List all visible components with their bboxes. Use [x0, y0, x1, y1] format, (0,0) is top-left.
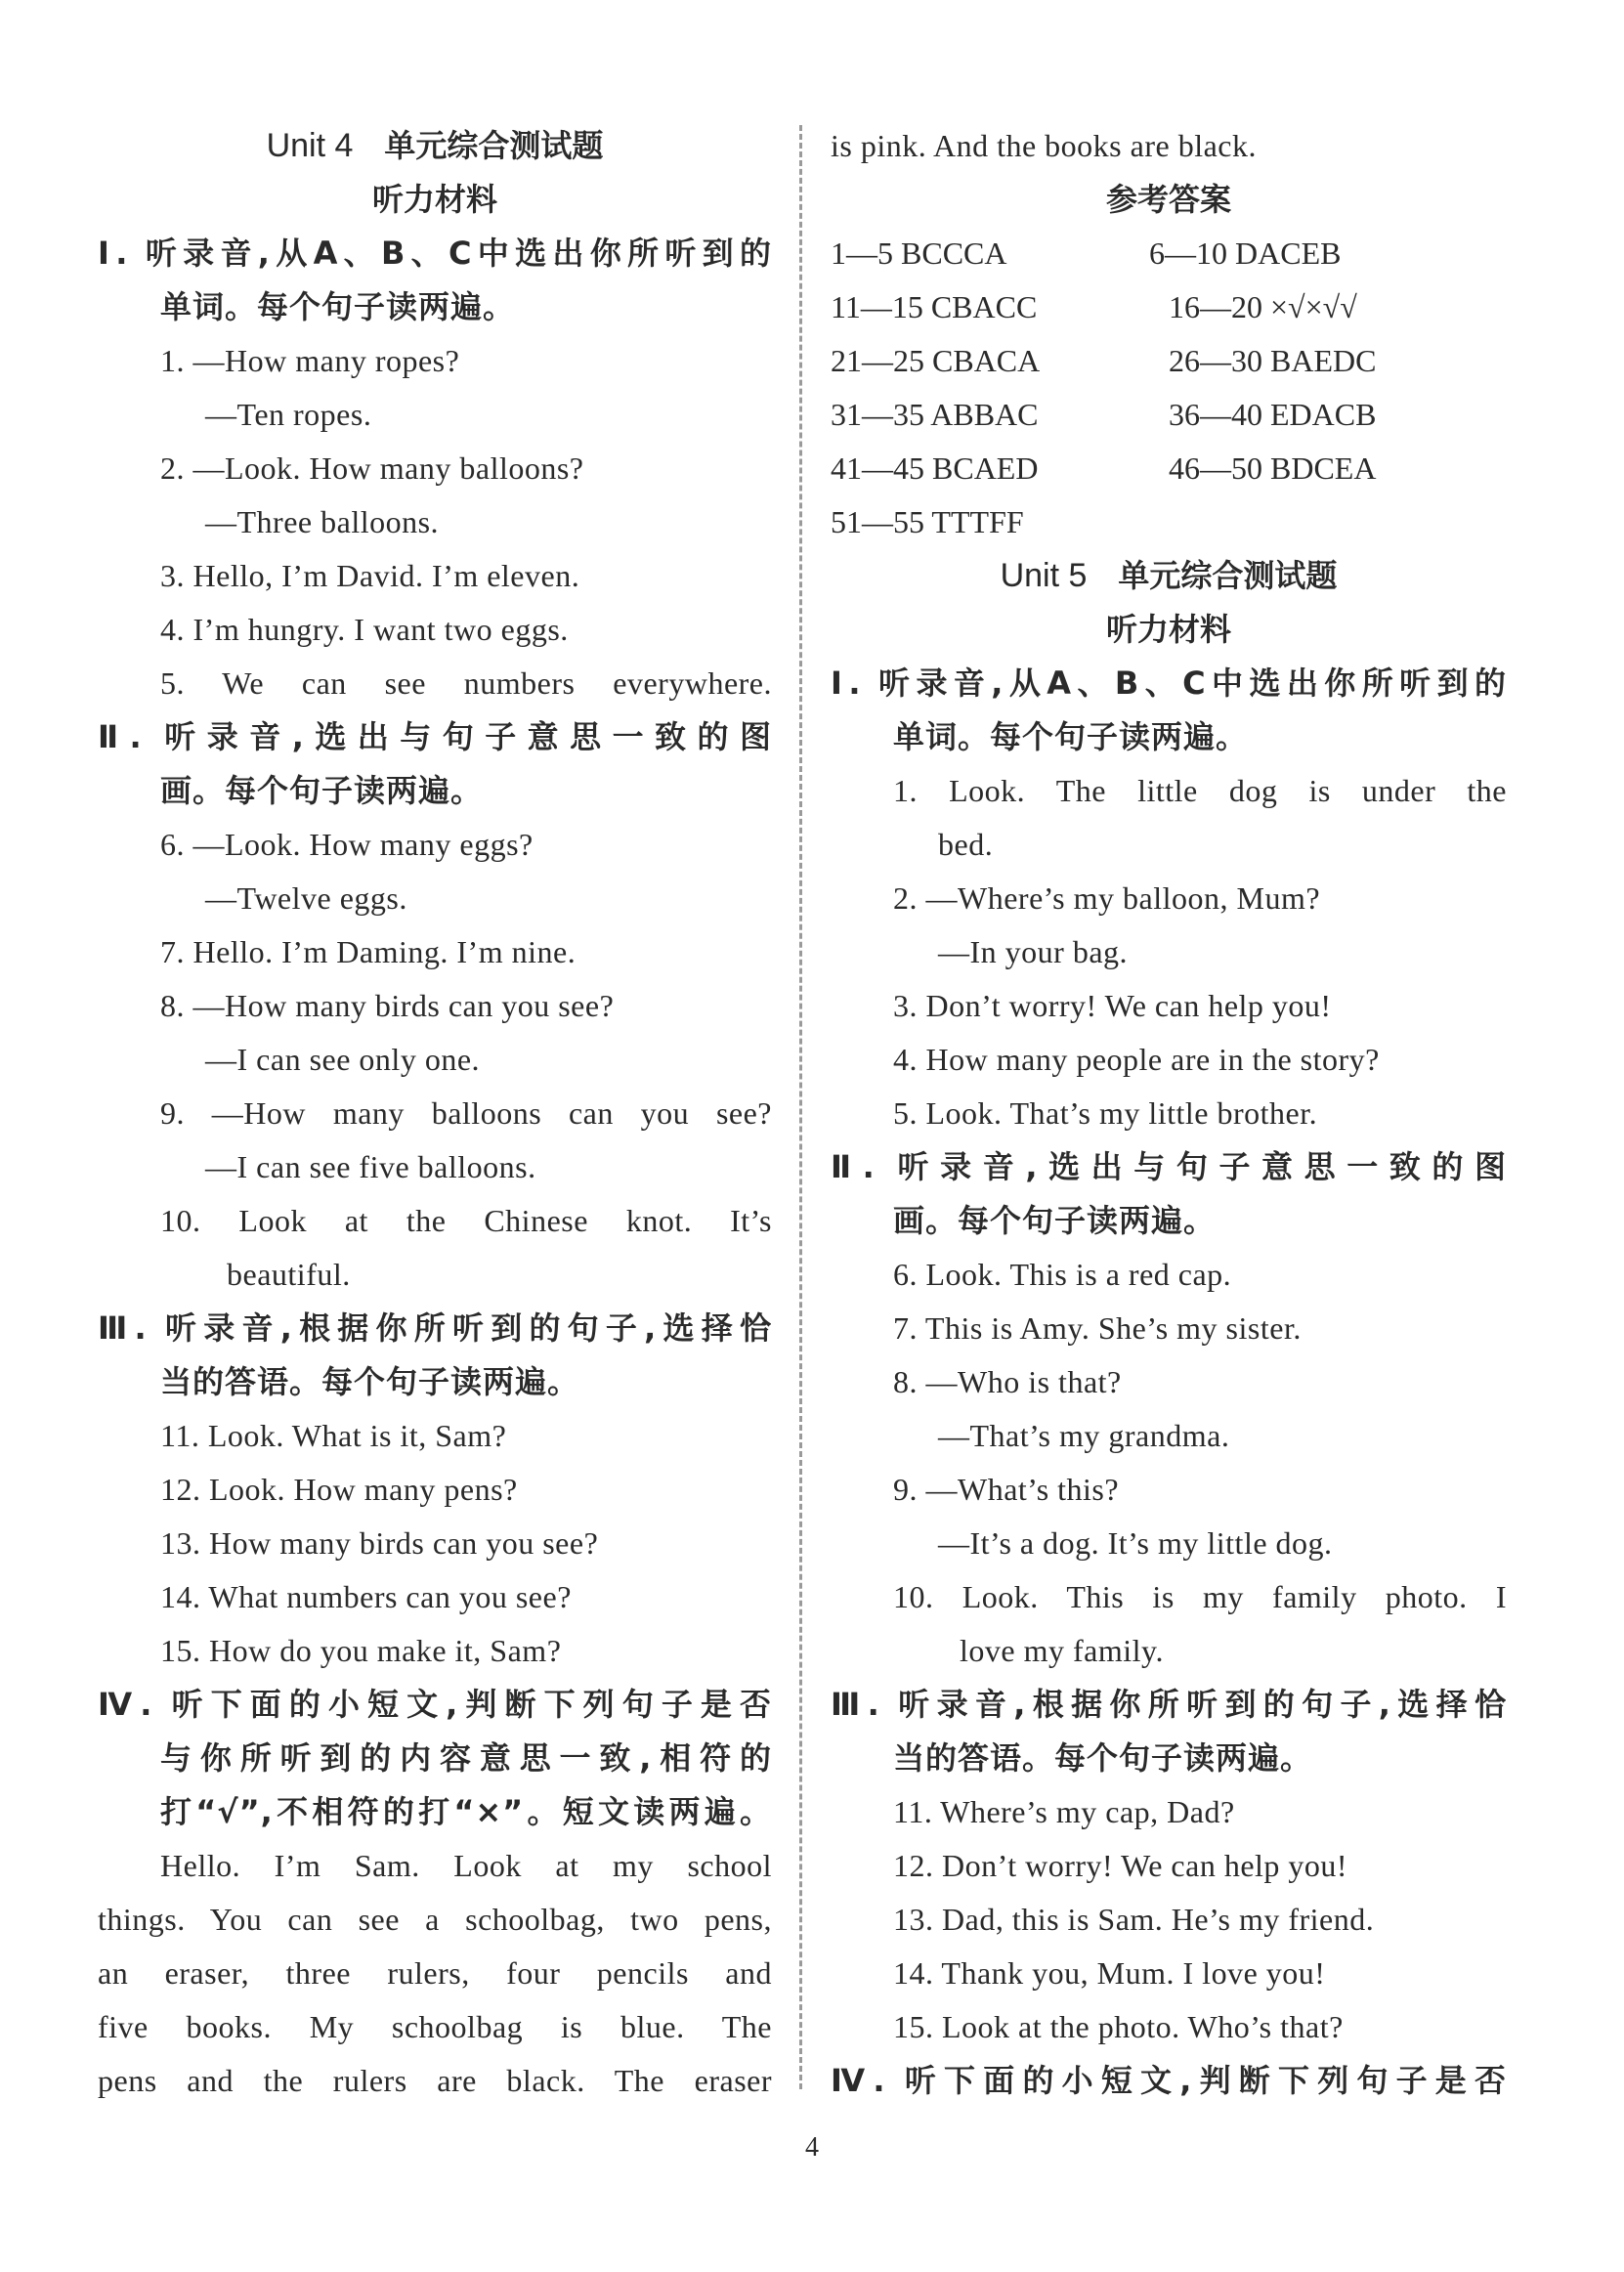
listening-item-reply: —Twelve eggs.: [205, 880, 407, 916]
listening-item: 6. —Look. How many eggs?: [160, 827, 534, 862]
listening-item: 5. We can see numbers everywhere.: [160, 665, 772, 701]
answer-row: [831, 334, 1507, 388]
listening-item: 9. —How many balloons can you see?: [160, 1095, 772, 1131]
answer-group: 16—20 ×√×√√: [1169, 289, 1357, 324]
exercise-instruction: Ⅱ. 听录音,选出与句子意思一致的图: [98, 718, 772, 755]
answer-row: [831, 442, 1507, 495]
column-divider: [799, 125, 802, 2089]
listening-item: 6. Look. This is a red cap.: [893, 1257, 1232, 1292]
listening-item: 1. —How many ropes?: [160, 343, 460, 378]
listening-item: 13. How many birds can you see?: [160, 1525, 599, 1561]
answer-group: 46—50 BDCEA: [1169, 450, 1377, 486]
listening-item-reply: bed.: [938, 827, 994, 862]
unit-title: [831, 549, 1507, 603]
answer-group: 51—55 TTTFF: [831, 504, 1024, 539]
right-column: [831, 119, 1507, 2108]
answer-row: [831, 388, 1507, 442]
listening-item-reply: —I can see only one.: [205, 1042, 481, 1077]
left-column: [98, 119, 772, 2108]
passage-line: five books. My schoolbag is blue. The: [98, 2009, 772, 2044]
passage-line: pens and the rulers are black. The eraser: [98, 2063, 772, 2098]
listening-item-reply: —It’s a dog. It’s my little dog.: [938, 1525, 1333, 1561]
exercise-instruction: Ⅱ. 听录音,选出与句子意思一致的图: [831, 1148, 1507, 1185]
listening-item: 11. Look. What is it, Sam?: [160, 1418, 507, 1453]
listening-item: 4. How many people are in the story?: [893, 1042, 1380, 1077]
exercise-instruction: Ⅰ. 听录音,从A、B、C中选出你所听到的: [98, 235, 772, 272]
unit-label: Unit 5: [1000, 557, 1088, 594]
page-number: 4: [805, 2132, 819, 2163]
listening-item: 15. Look at the photo. Who’s that?: [893, 2009, 1344, 2044]
listening-item: 12. Don’t worry! We can help you!: [893, 1848, 1348, 1883]
listening-item: 13. Dad, this is Sam. He’s my friend.: [893, 1902, 1375, 1937]
exercise-instruction: Ⅳ. 听下面的小短文,判断下列句子是否: [98, 1686, 772, 1723]
listening-item: 15. How do you make it, Sam?: [160, 1633, 562, 1668]
answer-group: 21—25 CBACA: [831, 343, 1041, 378]
exercise-instruction-cont: 单词。每个句子读两遍。: [893, 718, 1249, 755]
listening-item: 5. Look. That’s my little brother.: [893, 1095, 1318, 1131]
exercise-instruction-cont: 单词。每个句子读两遍。: [160, 288, 516, 325]
passage-line: an eraser, three rulers, four pencils and: [98, 1955, 772, 1991]
listening-item: 9. —What’s this?: [893, 1472, 1120, 1507]
exercise-instruction: Ⅰ. 听录音,从A、B、C中选出你所听到的: [831, 664, 1507, 702]
exercise-instruction-cont: 打“√”,不相符的打“×”。短文读两遍。: [160, 1793, 772, 1830]
passage-line: is pink. And the books are black.: [831, 128, 1257, 163]
listening-item-reply: —In your bag.: [938, 934, 1129, 969]
listening-item: 3. Hello, I’m David. I’m eleven.: [160, 558, 580, 593]
answer-group: 11—15 CBACC: [831, 289, 1038, 324]
listening-item: 14. What numbers can you see?: [160, 1579, 572, 1614]
listening-item: 7. Hello. I’m Daming. I’m nine.: [160, 934, 577, 969]
unit-test-title: 单元综合测试题: [1118, 557, 1338, 594]
answer-row: [831, 280, 1507, 334]
listening-item: 10. Look. This is my family photo. I: [893, 1579, 1507, 1614]
listening-item: 3. Don’t worry! We can help you!: [893, 988, 1332, 1023]
listening-item: 8. —How many birds can you see?: [160, 988, 615, 1023]
section-heading: 听力材料: [371, 181, 497, 218]
listening-item: 10. Look at the Chinese knot. It’s: [160, 1203, 772, 1238]
answer-group: 1—5 BCCCA: [831, 236, 1007, 271]
answer-group: 6—10 DACEB: [1149, 236, 1342, 271]
exercise-instruction: Ⅲ. 听录音,根据你所听到的句子,选择恰: [831, 1686, 1507, 1723]
listening-item: 8. —Who is that?: [893, 1364, 1122, 1399]
exercise-instruction-cont: 当的答语。每个句子读两遍。: [893, 1739, 1313, 1777]
listening-item: 7. This is Amy. She’s my sister.: [893, 1310, 1302, 1346]
unit-test-title: 单元综合测试题: [384, 127, 604, 164]
listening-item-cont: love my family.: [960, 1633, 1164, 1668]
exercise-instruction-cont: 画。每个句子读两遍。: [893, 1202, 1217, 1239]
answer-group: 41—45 BCAED: [831, 450, 1039, 486]
exercise-instruction-cont: 当的答语。每个句子读两遍。: [160, 1363, 580, 1400]
listening-item: 14. Thank you, Mum. I love you!: [893, 1955, 1326, 1991]
listening-item-reply: —Three balloons.: [205, 504, 440, 539]
unit-title: [98, 119, 772, 173]
listening-item: 12. Look. How many pens?: [160, 1472, 518, 1507]
exercise-instruction-cont: 画。每个句子读两遍。: [160, 772, 484, 809]
exercise-instruction: Ⅳ. 听下面的小短文,判断下列句子是否: [831, 2062, 1507, 2099]
exercise-instruction: Ⅲ. 听录音,根据你所听到的句子,选择恰: [98, 1309, 772, 1347]
listening-item: 2. —Where’s my balloon, Mum?: [893, 880, 1321, 916]
answer-group: 31—35 ABBAC: [831, 397, 1039, 432]
listening-item: 4. I’m hungry. I want two eggs.: [160, 612, 569, 647]
section-heading: 听力材料: [1105, 611, 1231, 648]
listening-item: 1. Look. The little dog is under the: [893, 773, 1507, 808]
passage-line: things. You can see a schoolbag, two pens,: [98, 1902, 772, 1937]
passage-line: Hello. I’m Sam. Look at my school: [160, 1848, 772, 1883]
listening-item-reply: —That’s my grandma.: [938, 1418, 1230, 1453]
answer-row: [831, 227, 1507, 280]
exercise-instruction-cont: 与你所听到的内容意思一致,相符的: [160, 1739, 772, 1777]
answer-group: 26—30 BAEDC: [1169, 343, 1377, 378]
listening-item: 2. —Look. How many balloons?: [160, 450, 584, 486]
listening-item-reply: —Ten ropes.: [205, 397, 372, 432]
answer-row: [831, 495, 1507, 549]
unit-label: Unit 4: [266, 127, 354, 164]
listening-item: 11. Where’s my cap, Dad?: [893, 1794, 1235, 1829]
section-heading: 参考答案: [1105, 181, 1231, 218]
listening-item-cont: beautiful.: [227, 1257, 351, 1292]
answer-group: 36—40 EDACB: [1169, 397, 1377, 432]
listening-item-reply: —I can see five balloons.: [205, 1149, 536, 1184]
